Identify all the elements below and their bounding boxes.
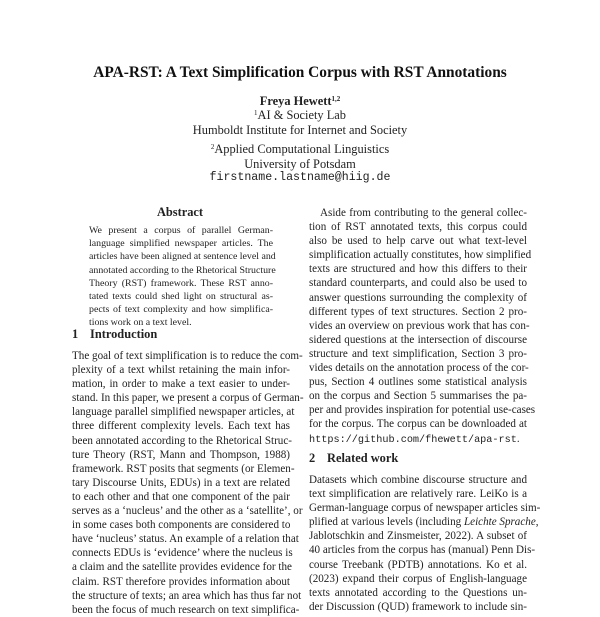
- text-line: also be used to help carve out what text-level: [309, 235, 527, 248]
- text-line: annotated according to the Rhetorical Structure: [89, 264, 276, 276]
- abstract-body: [89, 224, 276, 330]
- text-line: different types of text structures. Section 2 pro-: [309, 305, 527, 318]
- related-work-body: [309, 473, 541, 614]
- text-line: structure and text simplification, Section 3 pro-: [309, 347, 527, 360]
- text-line: simplification actually constitutes, how simplified: [309, 249, 532, 262]
- text-line: der Discussion (QUD) framework to include sin-: [309, 600, 527, 613]
- text-line: a claim and the satellite provides evidence for the: [72, 561, 292, 574]
- text-line: stand. In this paper, we present a corpus of German-: [72, 392, 304, 405]
- text-line: The goal of text simplification is to reduce the com-: [72, 350, 303, 362]
- text-line: language simplified newspaper articles. The: [89, 238, 273, 250]
- section-title: Related work: [327, 451, 399, 465]
- introduction-body: [72, 349, 304, 617]
- text-line: serves as a ‘nucleus’ and the other as a ‘satellite’, or: [72, 505, 303, 518]
- text-line: tated texts could shed light on structural as-: [89, 291, 273, 303]
- download-link[interactable]: https://github.com/fhewett/apa-rst: [309, 434, 517, 446]
- affiliation-2-mark: 2: [210, 143, 215, 151]
- section-title: Introduction: [90, 327, 158, 341]
- section-heading-introduction: [72, 327, 157, 342]
- author-name: [0, 94, 600, 109]
- author-affiliation-marks: 1,2: [331, 95, 341, 103]
- text-line: been the focus of much research on text simplifica-: [72, 603, 300, 616]
- author-email: firstname.lastname@hiig.de: [209, 171, 391, 184]
- author-name-text: Freya Hewett: [259, 94, 332, 108]
- text-line: vides an overview on previous work that has con-: [309, 319, 530, 332]
- text-line: 40 articles from the corpus has (manual) Penn Dis-: [309, 544, 536, 557]
- affiliation-1-line-2: Humboldt Institute for Internet and Society: [192, 122, 408, 137]
- affiliation-2-line-1: [0, 142, 600, 157]
- text-line: the structure of texts; an area which has thus far not: [72, 589, 302, 602]
- text-line: vides details on the annotation process of the cor-: [309, 362, 529, 375]
- text-line: plexity of a text whilst retaining the main infor-: [72, 364, 290, 377]
- text-line: have ‘nucleus’ status. An example of a relation that: [72, 533, 299, 546]
- text-line: text simplification are relatively rare. LeiKo is a: [309, 488, 527, 501]
- download-link-suffix: .: [516, 432, 520, 445]
- text-line: pects of text complexity and how simplifica-: [89, 304, 273, 316]
- text-line: (2023) expand their corpus of English-language: [309, 572, 527, 585]
- italic-term: Leichte Sprache: [463, 516, 536, 529]
- affiliation-1-org: AI & Society Lab: [257, 108, 346, 122]
- text-line: per and provides inspiration for potential use-cases: [309, 404, 536, 417]
- text-line: in some cases both components are considered to: [72, 519, 291, 532]
- text-line: ture Theory (RST, Mann and Thompson, 1988): [72, 448, 290, 461]
- text-line: standard counterparts, and could also be used to: [309, 277, 527, 290]
- affiliation-1: [0, 108, 600, 137]
- text-line: course Treebank (PDTB) annotations. Ko et al.: [309, 558, 527, 571]
- text-line: on the corpus and Section 5 summarises the pa-: [309, 390, 527, 403]
- introduction-continuation-text: [309, 206, 536, 432]
- affiliation-2: [0, 142, 600, 186]
- text-line: Aside from contributing to the general collec-: [320, 207, 527, 219]
- text-line: tion of RST annotated texts, this corpus could: [309, 221, 527, 234]
- affiliation-1-mark: 1: [254, 109, 258, 117]
- text-line: language parallel simplified newspaper articles, at: [72, 406, 295, 419]
- text-line: We present a corpus of parallel German-: [89, 225, 273, 236]
- text-line: texts annotated according to the Questions un-: [309, 586, 527, 599]
- text-line: to each other and that one component of the pair: [72, 490, 290, 503]
- affiliation-1-line-1: [0, 108, 600, 123]
- text-line: texts are structured and how this differs to their: [309, 263, 527, 276]
- paper-title: APA-RST: A Text Simplification Corpus with RST Annotations: [93, 64, 507, 81]
- text-line: three different complexity levels. Each text has: [72, 420, 290, 433]
- text-line: Datasets which combine discourse structure and: [309, 474, 527, 486]
- section-number: 1: [72, 327, 79, 341]
- text-line: sidered questions at the intersection of discourse: [309, 333, 527, 346]
- abstract-heading: Abstract: [156, 205, 204, 219]
- text-line: plified at various levels (including Leichte Sprache,: [309, 516, 539, 529]
- section-number: 2: [309, 451, 316, 465]
- affiliation-2-line-2: University of Potsdam: [244, 156, 356, 171]
- text-line: claim. RST therefore provides information about: [72, 575, 290, 588]
- text-line: articles have been aligned at sentence level and: [89, 251, 276, 263]
- text-line: tions work on a text level.: [89, 317, 192, 329]
- text-line: tary Discourse Units, EDUs) in a text are related: [72, 476, 290, 489]
- text-line: framework. RST posits that segments (or Elemen-: [72, 462, 295, 475]
- text-line: German-language corpus of newspaper articles sim-: [309, 502, 541, 515]
- text-line: pus, Section 4 outlines some statistical analysis: [309, 376, 527, 389]
- section-heading-related-work: [309, 451, 398, 466]
- text-line: mation, in order to make a text easier to under-: [72, 378, 290, 391]
- download-line: [309, 432, 527, 448]
- text-line: Jablotschkin and Zinsmeister, 2022). A subset of: [309, 530, 527, 543]
- introduction-continuation: [309, 206, 536, 448]
- text-line: been annotated according to the Rhetorical Struc-: [72, 434, 292, 447]
- text-line: for the corpus. The corpus can be downloaded at: [309, 418, 527, 431]
- text-line: answer questions surrounding the complexity of: [309, 291, 527, 304]
- affiliation-2-org: Applied Computational Linguistics: [214, 142, 390, 156]
- text-line: connects EDUs is ‘evidence’ where the nucleus is: [72, 547, 293, 560]
- text-line: Theory (RST) framework. These RST anno-: [89, 277, 273, 289]
